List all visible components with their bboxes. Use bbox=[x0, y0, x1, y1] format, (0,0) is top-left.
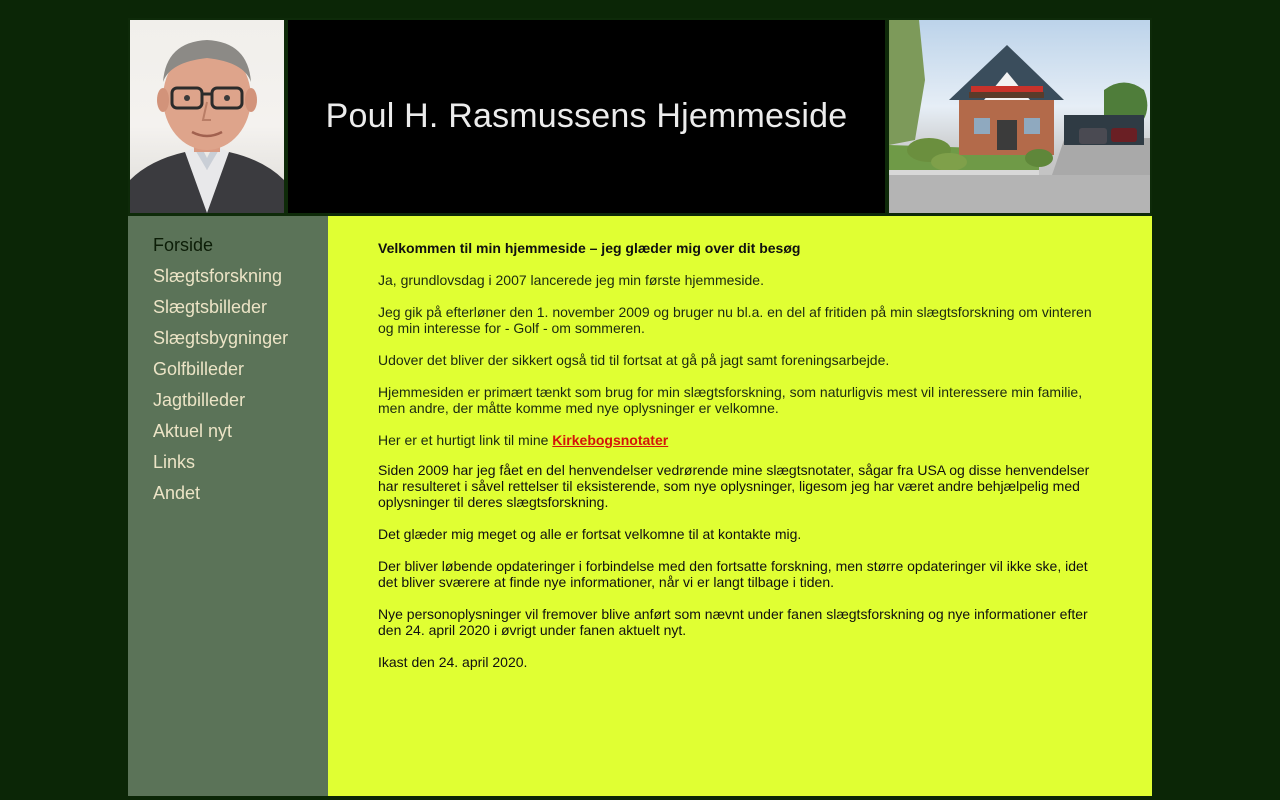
nav-item-forside[interactable]: Forside bbox=[153, 235, 214, 255]
portrait-photo bbox=[130, 20, 284, 213]
sidebar bbox=[128, 216, 328, 796]
nav-item-slaegtsforskning[interactable]: Slægtsforskning bbox=[153, 266, 283, 286]
site-header bbox=[128, 18, 1152, 216]
portrait-illustration bbox=[130, 20, 284, 213]
contact-paragraph: Det glæder mig meget og alle er fortsat velkomne til at kontakte mig. bbox=[378, 526, 802, 542]
site-banner bbox=[288, 20, 885, 213]
nav-item-slaegtsbygninger[interactable]: Slægtsbygninger bbox=[153, 328, 289, 348]
signature-line: Ikast den 24. april 2020. bbox=[378, 654, 528, 670]
site-title: Poul H. Rasmussens Hjemmeside bbox=[325, 97, 848, 135]
house-photo bbox=[889, 20, 1150, 213]
retirement-paragraph: Jeg gik på efterløner den 1. november 2009 og bruger nu bl.a. en del af fritiden på min slægtsforskning om vinteren og min interesse for - Golf - om sommeren. bbox=[378, 304, 1092, 336]
intro-paragraph: Ja, grundlovsdag i 2007 lancerede jeg min første hjemmeside. bbox=[378, 272, 764, 288]
main-content bbox=[328, 216, 1152, 796]
updates-paragraph: Der bliver løbende opdateringer i forbindelse med den fortsatte forskning, men større opdateringer vil ikke ske, idet det bliver sværere at finde nye informationer, når vi er langt tilbage i tiden. bbox=[378, 558, 1088, 590]
content-body bbox=[378, 240, 1098, 686]
nav-item-andet[interactable]: Andet bbox=[153, 483, 201, 503]
hobbies-paragraph: Udover det bliver der sikkert også tid til fortsat at gå på jagt samt foreningsarbejde. bbox=[378, 352, 890, 368]
quick-link-paragraph bbox=[378, 432, 1098, 448]
new-info-paragraph: Nye personoplysninger vil fremover blive anført som nævnt under fanen slægtsforskning og nye informationer efter den 24. april 2020 i øvrigt under fanen aktuelt nyt. bbox=[378, 606, 1088, 638]
nav-item-links[interactable]: Links bbox=[153, 452, 196, 472]
inquiries-paragraph: Siden 2009 har jeg fået en del henvendelser vedrørende mine slægtsnotater, sågar fra USA og disse henvendelser har resulteret i såvel rettelser til eksisterende, som nye oplysninger, ligesom jeg har været andre behjælpelig med oplysninger til deres slægtsforskning. bbox=[378, 462, 1090, 510]
nav-item-slaegtsbilleder[interactable]: Slægtsbilleder bbox=[153, 297, 268, 317]
nav-item-golfbilleder[interactable]: Golfbilleder bbox=[153, 359, 245, 379]
main-nav bbox=[128, 216, 328, 514]
nav-item-aktuel-nyt[interactable]: Aktuel nyt bbox=[153, 421, 233, 441]
purpose-paragraph: Hjemmesiden er primært tænkt som brug for min slægtsforskning, som naturligvis mest vil interessere min familie, men andre, der måtte komme med nye oplysninger er velkomne. bbox=[378, 384, 1083, 416]
quick-link-prefix: Her er et hurtigt link til mine bbox=[378, 432, 553, 448]
nav-item-jagtbilleder[interactable]: Jagtbilleder bbox=[153, 390, 246, 410]
kirkebogsnotater-link[interactable]: Kirkebogsnotater bbox=[552, 432, 669, 448]
house-illustration bbox=[889, 20, 1150, 213]
page-container bbox=[128, 18, 1152, 800]
welcome-heading: Velkommen til min hjemmeside – jeg glæder mig over dit besøg bbox=[378, 240, 801, 256]
